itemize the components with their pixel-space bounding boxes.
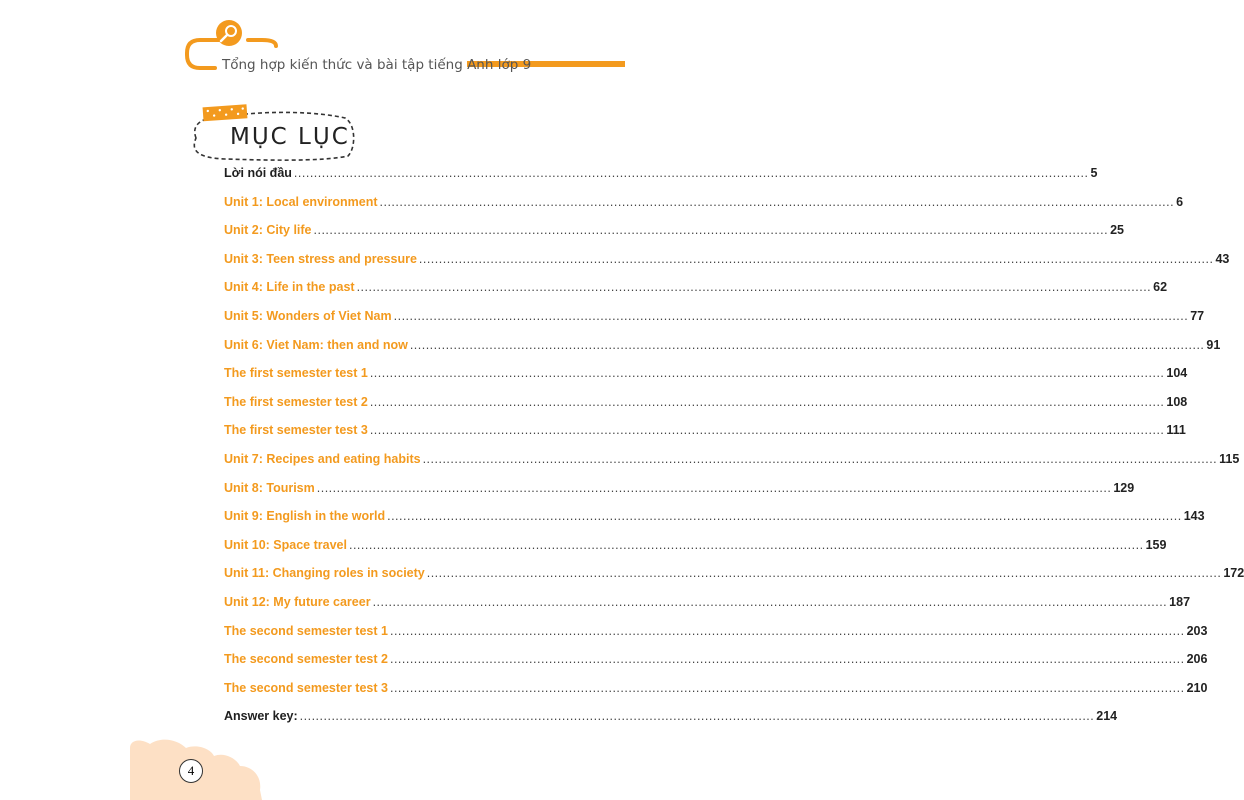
toc-entry-label: Unit 6: Viet Nam: then and now [224, 337, 408, 352]
toc-entry-page: 143 [1183, 509, 1205, 524]
toc-entry-label: The first semester test 2 [224, 394, 368, 409]
toc-entry-label: The second semester test 2 [224, 652, 388, 667]
toc-entry [224, 194, 1184, 215]
toc-entry [224, 337, 1221, 358]
toc-leader-dots: ........................................................................................................................................................................................................ [348, 537, 1144, 552]
book-title: Tổng hợp kiến thức và bài tập tiếng Anh lớp 9 [222, 57, 532, 73]
toc-leader-dots: ........................................................................................................................................................................................................ [393, 309, 1189, 323]
toc-entry-label: Unit 5: Wonders of Viet Nam [224, 309, 392, 323]
toc-entry-page: 111 [1166, 423, 1186, 438]
toc-leader-dots: ........................................................................................................................................................................................................ [293, 166, 1089, 180]
toc-leader-dots: ........................................................................................................................................................................................................ [409, 337, 1205, 352]
toc-entry-label: Unit 4: Life in the past [224, 280, 355, 295]
toc-entry [224, 423, 1186, 443]
toc-leader-dots: ........................................................................................................................................................................................................ [422, 452, 1218, 466]
toc-leader-dots: ........................................................................................................................................................................................................ [316, 480, 1112, 495]
toc-entry-page: 25 [1110, 223, 1125, 238]
toc-entry [224, 166, 1098, 186]
toc-entry [224, 366, 1188, 386]
toc-entry [224, 537, 1167, 558]
toc-entry-label: Answer key: [224, 709, 298, 724]
toc-entry [224, 509, 1205, 529]
toc-entry-label: Unit 8: Tourism [224, 480, 315, 495]
toc-entry-page: 159 [1145, 537, 1167, 552]
toc-leader-dots: ........................................................................................................................................................................................................ [372, 595, 1168, 609]
toc-entry-page: 5 [1090, 166, 1098, 180]
toc-entry-label: Unit 2: City life [224, 223, 312, 238]
toc-leader-dots: ........................................................................................................................................................................................................ [379, 194, 1175, 209]
toc-entry-label: The first semester test 1 [224, 366, 368, 381]
toc-entry-page: 203 [1186, 623, 1208, 638]
toc-entry-page: 77 [1190, 309, 1205, 323]
toc-entry [224, 223, 1125, 243]
toc-entry-page: 108 [1166, 394, 1188, 409]
toc-entry [224, 566, 1244, 586]
toc-entry-label: The first semester test 3 [224, 423, 368, 438]
toc-entry-label: Lời nói đầu [224, 166, 292, 180]
toc-leader-dots: ........................................................................................................................................................................................................ [369, 423, 1165, 438]
toc-entry [224, 623, 1208, 644]
toc-entry-page: 104 [1166, 366, 1188, 381]
toc-entry [224, 394, 1188, 415]
toc-entry-label: Unit 7: Recipes and eating habits [224, 452, 421, 466]
toc-entry-page: 206 [1186, 652, 1208, 667]
toc-entry-page: 115 [1219, 452, 1240, 466]
page-number-badge: 4 [179, 759, 203, 783]
toc-title: MỤC LỤC [230, 124, 350, 150]
toc-leader-dots: ........................................................................................................................................................................................................ [418, 251, 1214, 266]
toc-entry [224, 309, 1205, 329]
toc-entry [224, 480, 1135, 501]
toc-entry-page: 6 [1176, 194, 1184, 209]
toc-leader-dots: ........................................................................................................................................................................................................ [426, 566, 1222, 581]
toc-leader-dots: ........................................................................................................................................................................................................ [389, 680, 1185, 695]
toc-entry-page: 210 [1186, 680, 1208, 695]
toc-entry [224, 652, 1208, 672]
toc-entry-page: 187 [1169, 595, 1191, 609]
magnifier-icon [216, 20, 242, 46]
toc-entry-page: 129 [1113, 480, 1135, 495]
toc-leader-dots: ........................................................................................................................................................................................................ [369, 394, 1165, 409]
toc-leader-dots: ........................................................................................................................................................................................................ [369, 366, 1165, 381]
toc-leader-dots: ........................................................................................................................................................................................................ [389, 652, 1185, 667]
toc-entry-label: Unit 12: My future career [224, 595, 371, 609]
toc-entry [224, 595, 1191, 615]
toc-leader-dots: ........................................................................................................................................................................................................ [299, 709, 1095, 724]
toc-entry-page: 91 [1206, 337, 1221, 352]
toc-entry-page: 172 [1223, 566, 1244, 581]
toc-entry [224, 680, 1208, 701]
toc-entry-label: Unit 3: Teen stress and pressure [224, 251, 417, 266]
toc-entry-label: Unit 1: Local environment [224, 194, 378, 209]
toc-leader-dots: ........................................................................................................................................................................................................ [387, 509, 1182, 524]
toc-entry-page: 43 [1215, 251, 1230, 266]
toc-entry-page: 62 [1153, 280, 1168, 295]
toc-leader-dots: ........................................................................................................................................................................................................ [389, 623, 1185, 638]
toc-entry [224, 280, 1168, 300]
toc-entry [224, 709, 1118, 729]
toc-entry-label: The second semester test 1 [224, 623, 388, 638]
toc-leader-dots: ........................................................................................................................................................................................................ [313, 223, 1109, 238]
toc-entry-label: Unit 11: Changing roles in society [224, 566, 425, 581]
toc-entry [224, 251, 1230, 272]
toc-entry-label: Unit 10: Space travel [224, 537, 347, 552]
toc-entry-label: The second semester test 3 [224, 680, 388, 695]
toc-entry-page: 214 [1096, 709, 1118, 724]
toc-entry [224, 452, 1240, 472]
toc-leader-dots: ........................................................................................................................................................................................................ [356, 280, 1152, 295]
toc-entry-label: Unit 9: English in the world [224, 509, 386, 524]
